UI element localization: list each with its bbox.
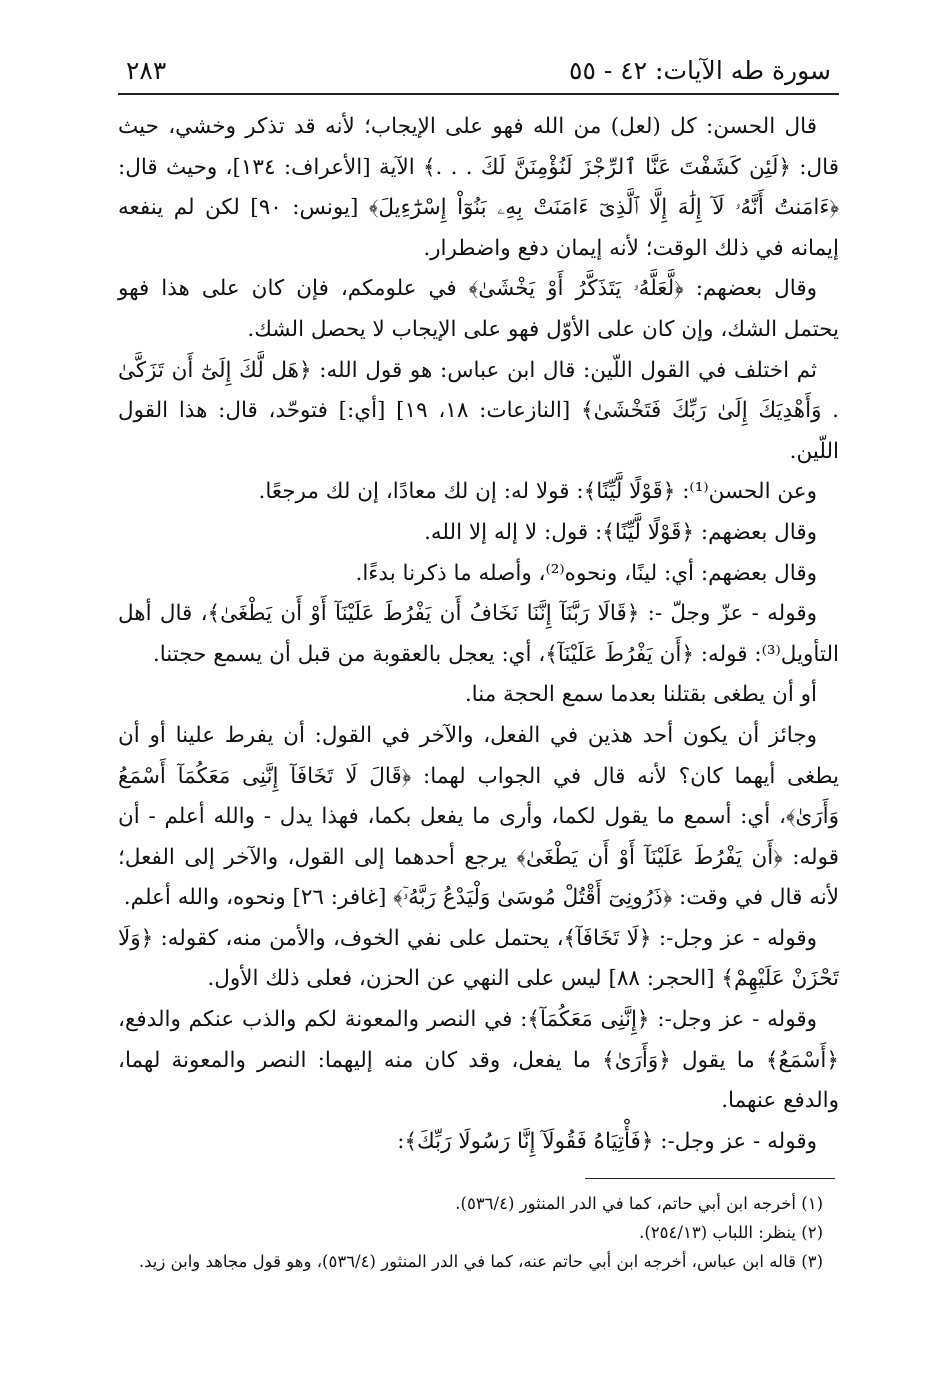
surah-title: سورة طه الآيات: ٤٢ - ٥٥ <box>569 56 831 85</box>
footnotes <box>118 1189 839 1276</box>
paragraph: وقال بعضهم: ﴿قَوْلًا لَّيِّنًا﴾: قول: لا إله إلا الله. <box>424 519 817 545</box>
paragraph: وقوله - عز وجل-: ﴿إِنَّنِى مَعَكُمَآ﴾: في النصر والمعونة لكم والذب عنكم والدفع، ﴿أَسْمَعُ﴾ ما يقول ﴿وَأَرَىٰ﴾ ما يفعل، وقد كان منه إليهما: النصر والمعونة لهما، والدفع عنهما. <box>118 1007 839 1114</box>
paragraph: وقال بعضهم: ﴿لَّعَلَّهُۥ يَتَذَكَّرُ أَوْ يَخْشَىٰ﴾ في علومكم، فإن كان على هذا فهو يحتمل الشك، وإن كان على الأوّل فهو على الإيجاب لا يحصل الشك. <box>118 276 839 342</box>
footnote: (٣) قاله ابن عباس، أخرجه ابن أبي حاتم عنه، كما في الدر المنثور (٥٣٦/٤)، وهو قول مجاهد وابن زيد. <box>138 1252 823 1272</box>
paragraph: أو أن يطغى بقتلنا بعدما سمع الحجة منا. <box>464 682 817 708</box>
page-body <box>118 107 839 1162</box>
paragraph: قال الحسن: كل (لعل) من الله فهو على الإيجاب؛ لأنه قد تذكر وخشي، حيث قال: ﴿لَئِن كَشَفْتَ عَنَّا ٱلرِّجْزَ لَنُؤْمِنَنَّ لَكَ . . .﴾ الآية [الأعراف: ١٣٤]، وحيث قال: ﴿ءَامَنتُ أَنَّهُۥ لَآ إِلَٰهَ إِلَّا ٱلَّذِىٓ ءَامَنَتْ بِهِۦ بَنُوٓاْ إِسْرَٰٓءِيلَ﴾ [يونس: ٩٠] لكن لم ينفعه إيمانه في ذلك الوقت؛ لأنه إيمان دفع واضطرار. <box>118 114 839 261</box>
footnote: (١) أخرجه ابن أبي حاتم، كما في الدر المنثور (٥٣٦/٤). <box>455 1194 823 1214</box>
running-header <box>118 56 839 93</box>
header-rule <box>118 93 839 95</box>
paragraph: ثم اختلف في القول اللّين: قال ابن عباس: هو قول الله: ﴿هَل لَّكَ إِلَىٰٓ أَن تَزَكَّىٰ . وَأَهْدِيَكَ إِلَىٰ رَبِّكَ فَتَخْشَىٰ﴾ [النازعات: ١٨، ١٩] [أي:] فتوحّد، قال: هذا القول اللّين. <box>118 357 839 464</box>
paragraph: وقوله - عز وجل-: ﴿فَأْتِيَاهُ فَقُولَآ إِنَّا رَسُولَا رَبِّكَ﴾: <box>397 1128 817 1154</box>
page-number: ٢٨٣ <box>126 56 167 85</box>
footnote: (٢) ينظر: اللباب (٢٥٤/١٣). <box>639 1223 823 1243</box>
paragraph: وعن الحسن⁽¹⁾: ﴿قَوْلًا لَّيِّنًا﴾: قولا له: إن لك معادًا، إن لك مرجعًا. <box>258 479 817 505</box>
footnote-rule <box>585 1178 835 1179</box>
paragraph: وقال بعضهم: أي: لينًا، ونحوه⁽²⁾، وأصله ما ذكرنا بدءًا. <box>355 560 817 586</box>
paragraph: وقوله - عزّ وجلّ -: ﴿قَالَا رَبَّنَآ إِنَّنَا نَخَافُ أَن يَفْرُطَ عَلَيْنَآ أَوْ أَن يَطْغَىٰ﴾، قال أهل التأويل⁽³⁾: قوله: ﴿أَن يَفْرُطَ عَلَيْنَآ﴾، أي: يعجل بالعقوبة من قبل أن يسمع حجتنا. <box>118 601 839 667</box>
paragraph: وجائز أن يكون أحد هذين في الفعل، والآخر في القول: أن يفرط علينا أو أن يطغى أيهما كان؟ لأنه قال في الجواب لهما: ﴿قَالَ لَا تَخَافَآ إِنَّنِى مَعَكُمَآ أَسْمَعُ وَأَرَىٰ﴾، أي: أسمع ما يقول لكما، وأرى ما يفعل بكما، فهذا يدل - والله أعلم - أن قوله: ﴿أَن يَفْرُطَ عَلَيْنَآ أَوْ أَن يَطْغَىٰ﴾ يرجع أحدهما إلى القول، والآخر إلى الفعل؛ لأنه قال في وقت: ﴿ذَرُونِىٓ أَقْتُلْ مُوسَىٰ وَلْيَدْعُ رَبَّهُۥٓ﴾ [غافر: ٢٦] ونحوه، والله أعلم. <box>118 722 839 911</box>
paragraph: وقوله - عز وجل-: ﴿لَا تَخَافَآ﴾، يحتمل على نفي الخوف، والأمن منه، كقوله: ﴿وَلَا تَحْزَنْ عَلَيْهِمْ﴾ [الحجر: ٨٨] ليس على النهي عن الحزن، فعلى ذلك الأول. <box>118 925 839 992</box>
